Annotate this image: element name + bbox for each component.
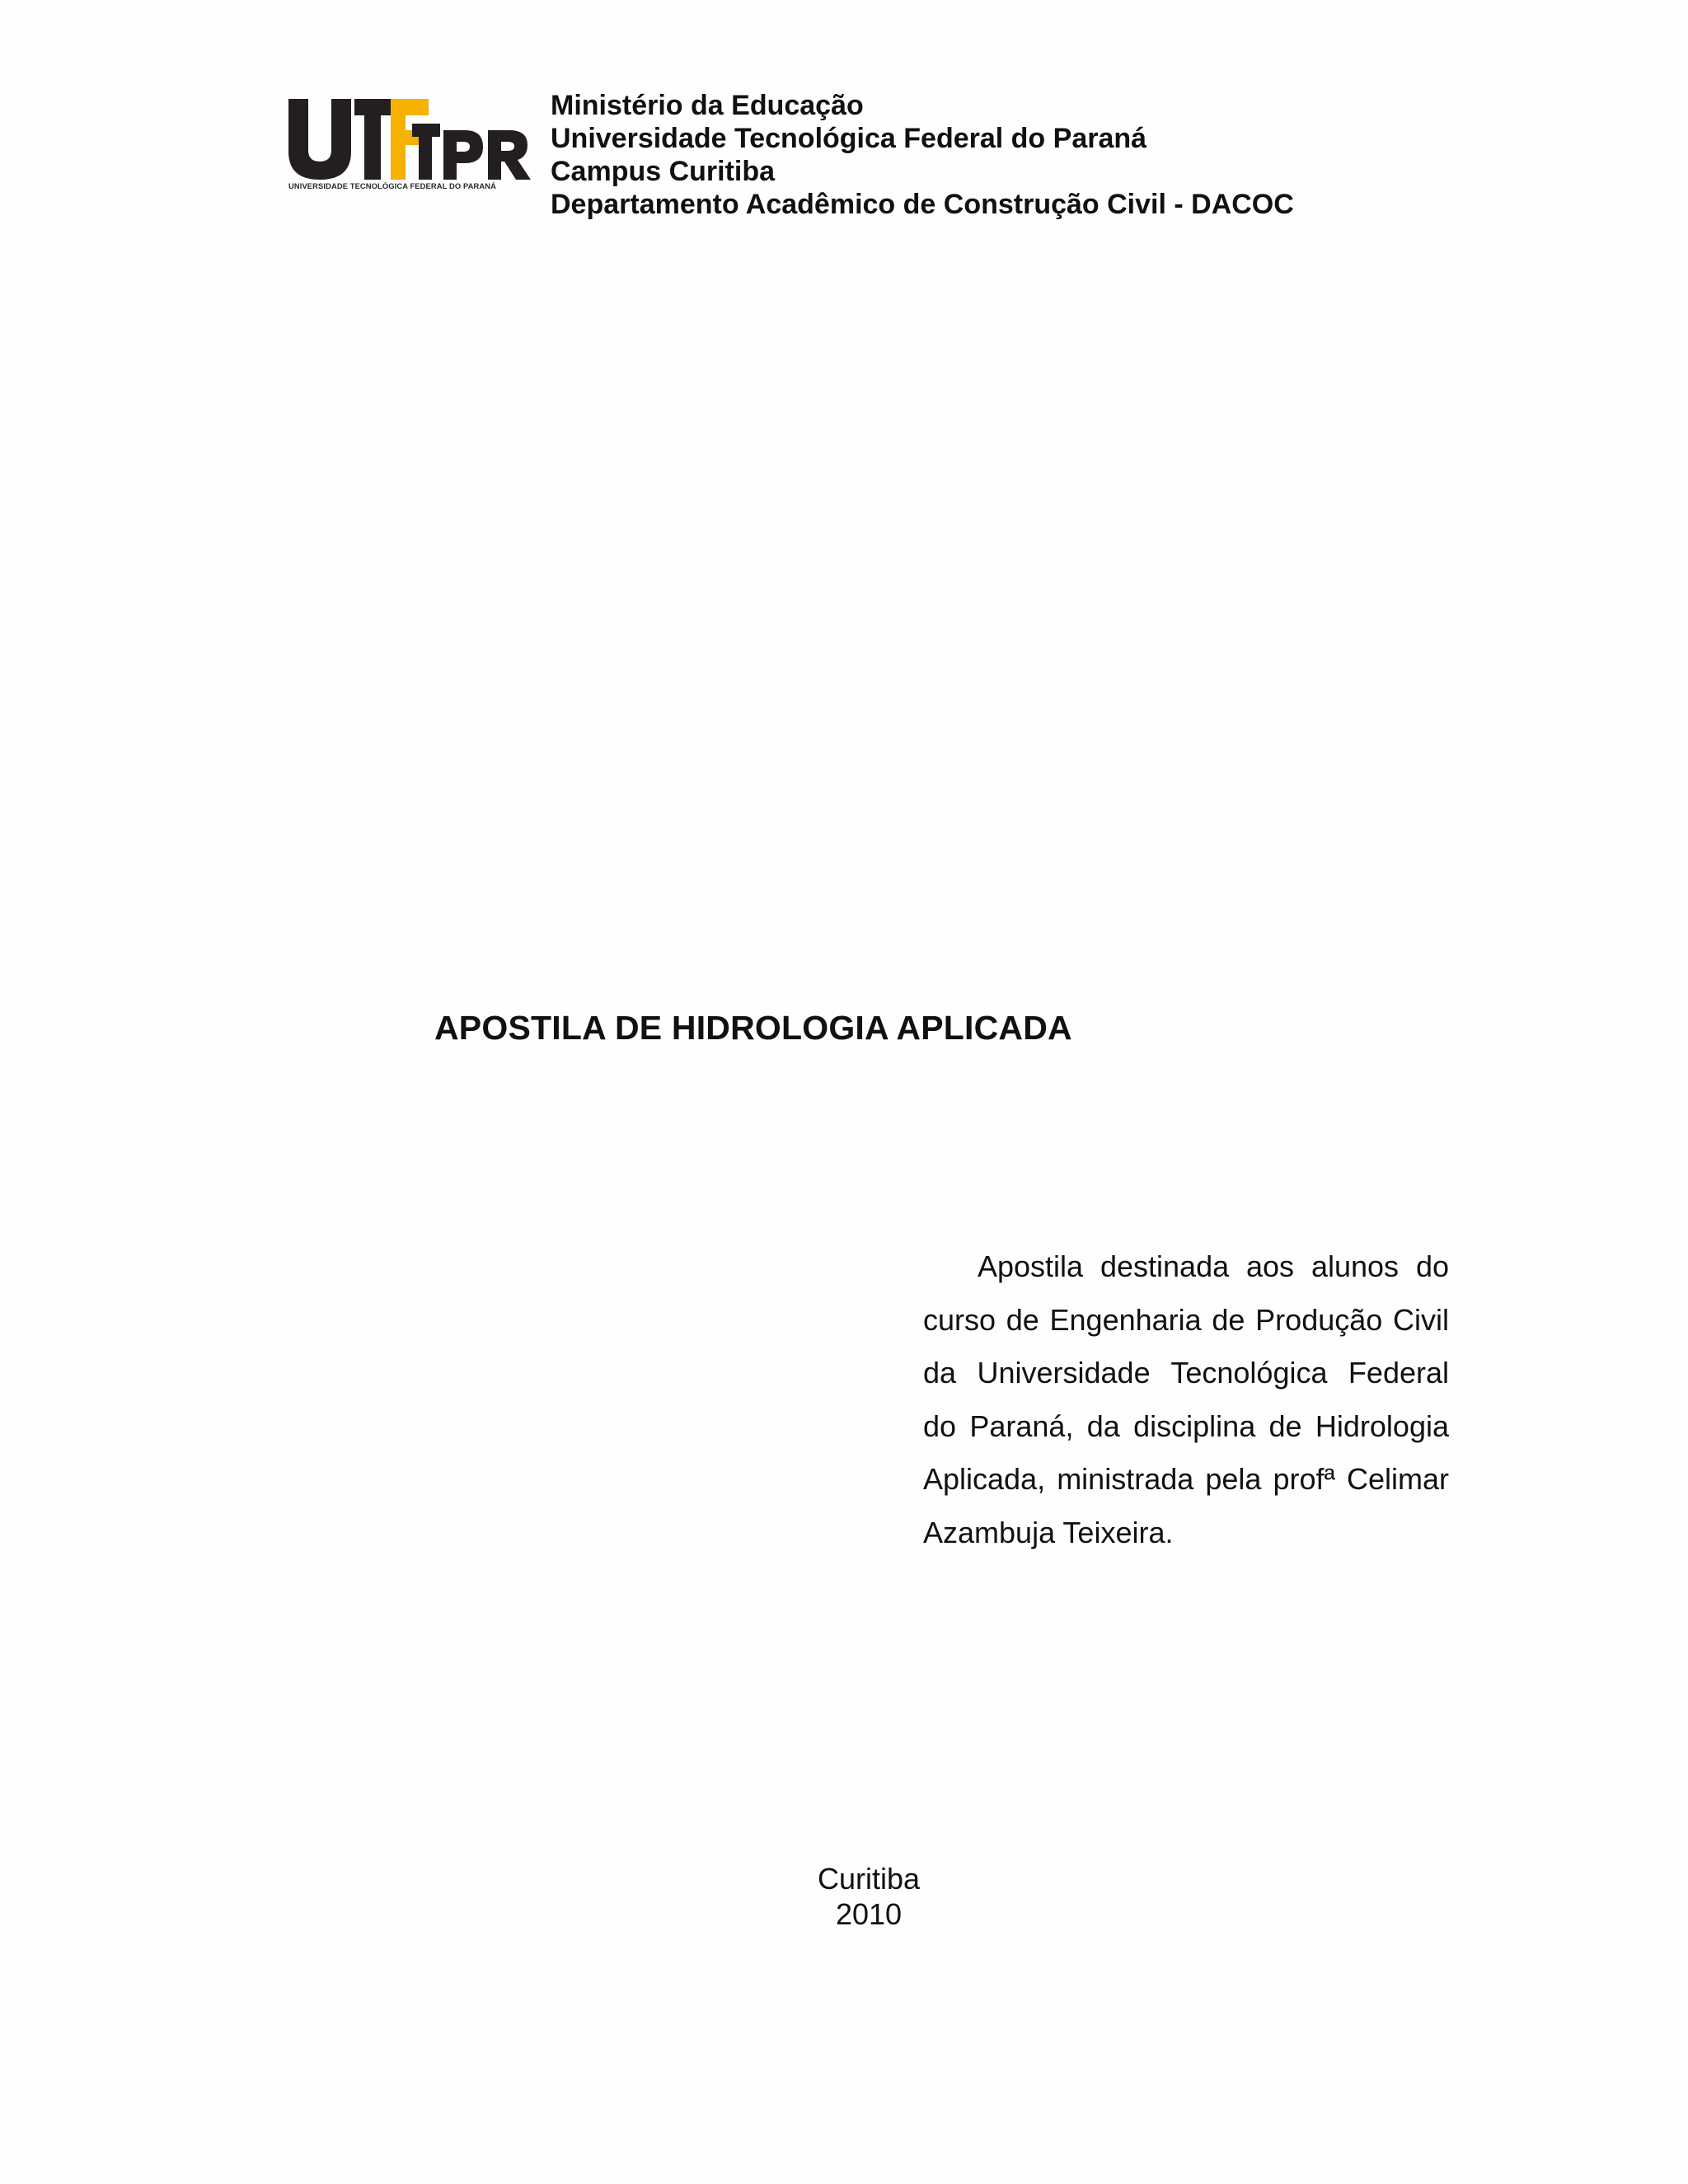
document-header <box>288 89 1360 237</box>
logo-caption: UNIVERSIDADE TECNOLÓGICA FEDERAL DO PARANÁ <box>288 181 496 190</box>
utfpr-logo-mark <box>288 92 536 183</box>
utfpr-logo <box>288 92 536 198</box>
university-line: Universidade Tecnológica Federal do Paraná <box>551 123 1147 154</box>
ministry-line: Ministério da Educação <box>551 90 864 121</box>
department-line: Departamento Acadêmico de Construção Civil - DACOC <box>551 189 1294 220</box>
footer-year: 2010 <box>835 1897 903 1931</box>
footer-city: Curitiba <box>817 1862 921 1896</box>
document-title: APOSTILA DE HIDROLOGIA APLICADA <box>434 1009 1072 1047</box>
document-footer <box>0 1861 1688 1932</box>
campus-line: Campus Curitiba <box>551 156 776 187</box>
document-description: Apostila destinada aos alunos do curso de Engenharia de Produção Civil da Universidade Tecnológica Federal do Paraná, da disciplina de Hidrologia Aplicada, ministrada pela profª Celimar Azambuja Teixeira. <box>923 1249 1449 1549</box>
institution-block <box>551 89 1294 221</box>
